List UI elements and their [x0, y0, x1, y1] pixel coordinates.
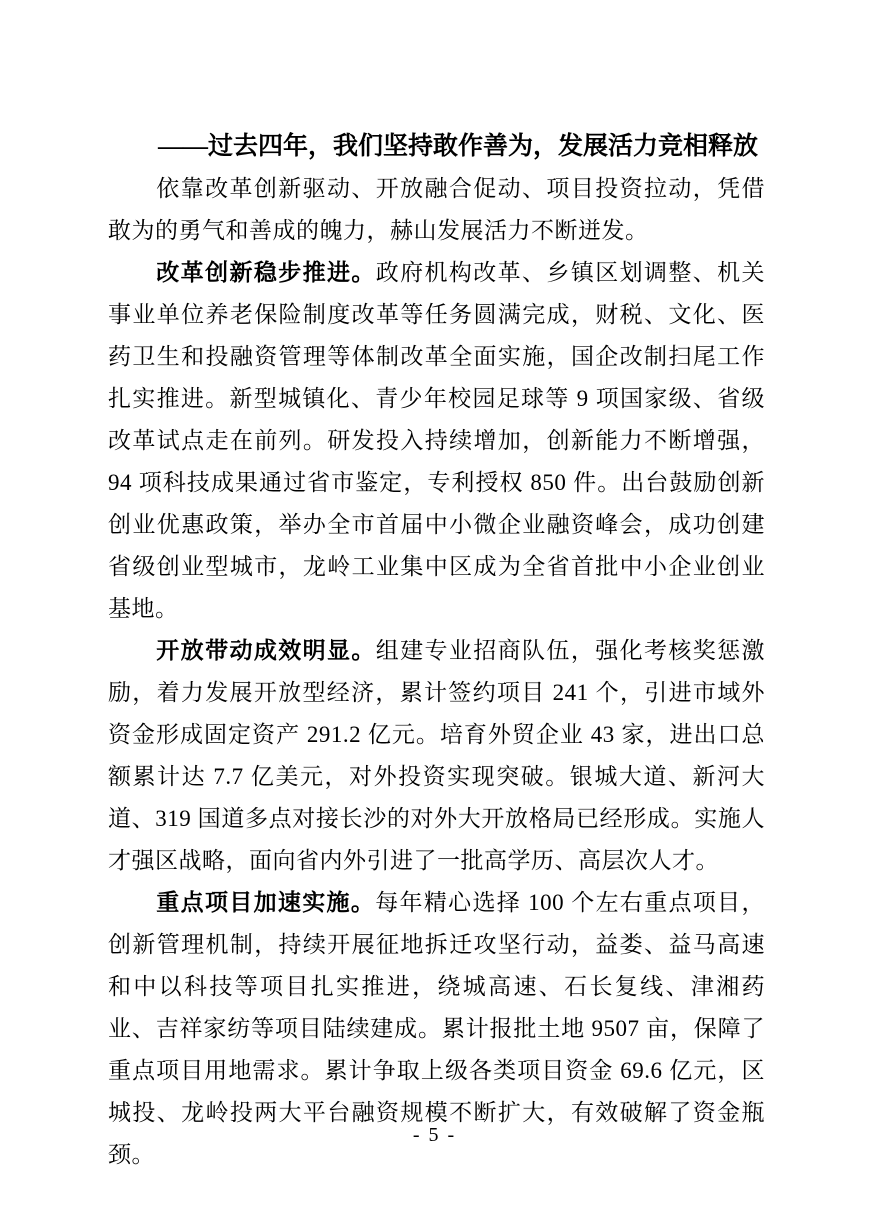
paragraph-opening-body: 组建专业招商队伍，强化考核奖惩激励，着力发展开放型经济，累计签约项目 241 个，引进市域外资金形成固定资产 291.2 亿元。培育外贸企业 43 家，进出口总额累计达 7.7 亿美元，对外投资实现突破。银城大道、新河大道、319 国道多点对接长沙的对外大开放格局已经形成。实施人才强区战略，面向省内外引进了一批高学历、高层次人才。 — [108, 638, 766, 873]
paragraph-intro — [108, 168, 765, 252]
section-heading: ——过去四年，我们坚持敢作善为，发展活力竞相释放 — [158, 133, 759, 160]
paragraph-opening-lead: 开放带动成效明显。 — [156, 638, 376, 663]
paragraph-opening — [108, 630, 765, 882]
paragraph-projects-body: 每年精心选择 100 个左右重点项目，创新管理机制，持续开展征地拆迁攻坚行动，益娄、益马高速和中以科技等项目扎实推进，绕城高速、石长复线、津湘药业、吉祥家纺等项目陆续建成。累计报批土地 9507 亩，保障了重点项目用地需求。累计争取上级各类项目资金 69.6 亿元，区城投、龙岭投两大平台融资规模不断扩大，有效破解了资金瓶颈。 — [108, 890, 766, 1167]
page-number: - 5 - — [412, 1124, 457, 1146]
paragraph-intro-body: 依靠改革创新驱动、开放融合促动、项目投资拉动，凭借敢为的勇气和善成的魄力，赫山发展活力不断迸发。 — [108, 176, 765, 243]
paragraph-projects-lead: 重点项目加速实施。 — [156, 890, 376, 915]
paragraph-reform-body: 政府机构改革、乡镇区划调整、机关事业单位养老保险制度改革等任务圆满完成，财税、文化、医药卫生和投融资管理等体制改革全面实施，国企改制扫尾工作扎实推进。新型城镇化、青少年校园足球等 9 项国家级、省级改革试点走在前列。研发投入持续增加，创新能力不断增强，94 项科技成果通过省市鉴定，专利授权 850 件。出台鼓励创新创业优惠政策，举办全市首届中小微企业融资峰会，成功创建省级创业型城市，龙岭工业集中区成为全省首批中小企业创业基地。 — [108, 260, 766, 621]
paragraph-reform-lead: 改革创新稳步推进。 — [156, 260, 376, 285]
document-body — [108, 126, 765, 1176]
paragraph-reform — [108, 252, 765, 630]
